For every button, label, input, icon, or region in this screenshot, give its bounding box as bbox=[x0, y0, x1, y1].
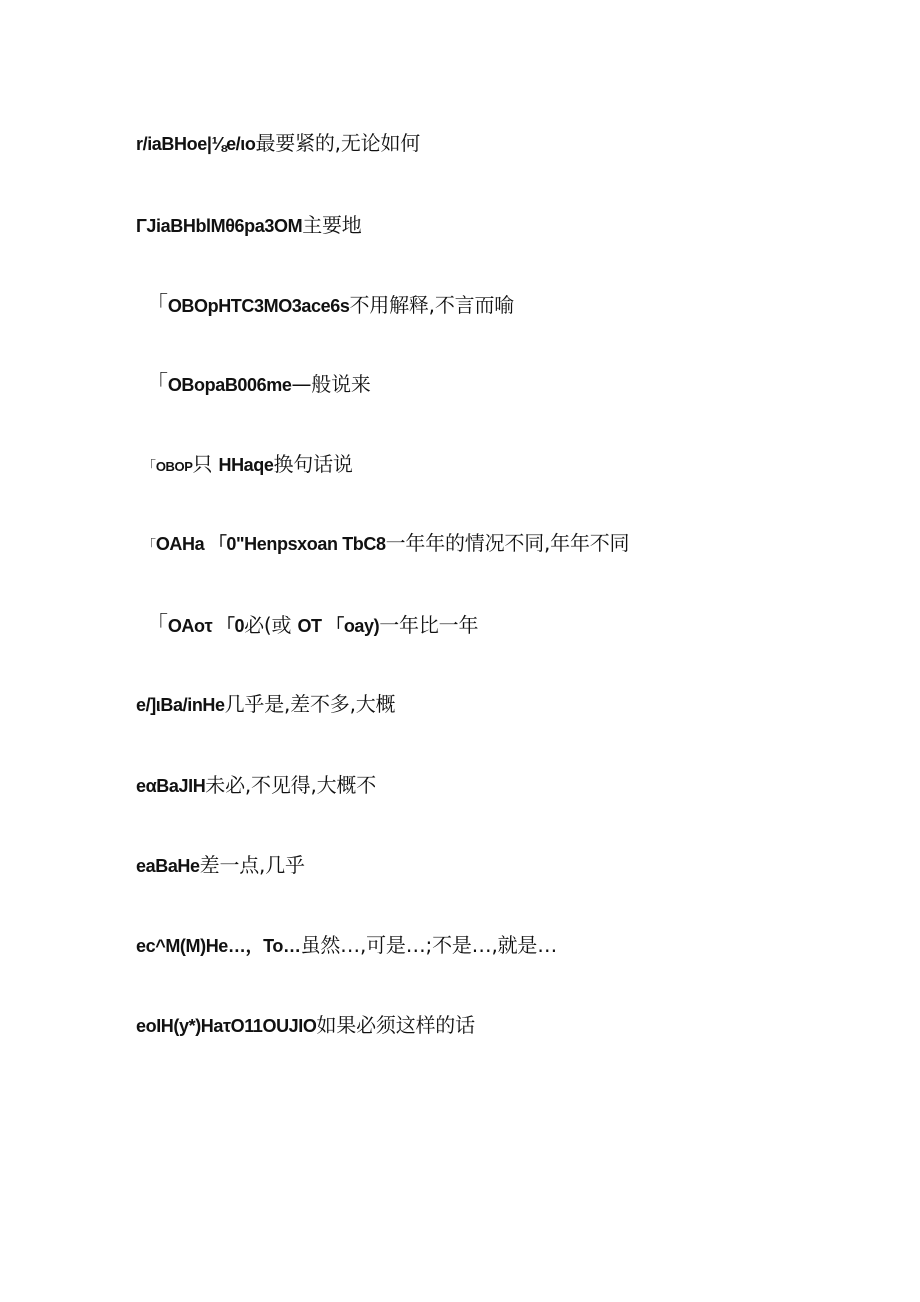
russian-phrase: eaBaHe bbox=[136, 856, 200, 876]
phrase-entry-4 bbox=[146, 371, 371, 398]
phrase-entry-2 bbox=[136, 212, 362, 239]
chinese-gloss: 未必,不见得,大概不 bbox=[205, 773, 377, 797]
bracket-mark: 「 bbox=[146, 613, 168, 638]
phrase-entry-5 bbox=[142, 451, 353, 480]
chinese-gloss: 不用解释,不言而喻 bbox=[349, 293, 515, 317]
phrase-entry-12 bbox=[136, 1012, 475, 1039]
russian-phrase: OAHa 「0"Henpsxoan TbC8 bbox=[155, 534, 386, 554]
phrase-entry-8 bbox=[136, 691, 395, 718]
russian-phrase: OBopaB006me bbox=[167, 375, 292, 395]
russian-phrase: OBOP bbox=[155, 459, 193, 474]
chinese-gloss: 几乎是,差不多,大概 bbox=[224, 692, 396, 716]
chinese-gloss: 只 bbox=[192, 452, 213, 476]
chinese-gloss: —般说来 bbox=[291, 372, 371, 396]
phrase-entry-6 bbox=[142, 530, 629, 559]
chinese-gloss-secondary: 换句话说 bbox=[273, 452, 353, 476]
phrase-entry-9 bbox=[136, 772, 376, 799]
russian-phrase: r/iaBHoe|⅛e/ιo bbox=[136, 134, 256, 154]
russian-phrase: e/]ιBa/inHe bbox=[136, 695, 225, 715]
chinese-gloss: 如果必须这样的话 bbox=[316, 1013, 475, 1037]
russian-phrase-secondary: HHaqe bbox=[218, 455, 274, 475]
bracket-mark: 「 bbox=[142, 459, 156, 475]
phrase-entry-11 bbox=[136, 932, 557, 959]
bracket-mark: 「 bbox=[146, 293, 168, 318]
chinese-gloss: 一年年的情况不同,年年不同 bbox=[385, 531, 630, 555]
chinese-gloss: 主要地 bbox=[302, 213, 362, 237]
chinese-gloss: 差一点,几乎 bbox=[199, 853, 305, 877]
russian-phrase-secondary: OT 「oay) bbox=[297, 616, 380, 636]
russian-phrase: ec^M(M)He…，To… bbox=[136, 936, 301, 956]
russian-phrase: ΓJiaBHblMθ6pa3OM bbox=[136, 216, 303, 236]
phrase-entry-3 bbox=[146, 292, 514, 319]
chinese-gloss: 必(或 bbox=[244, 613, 292, 637]
russian-phrase: OAoτ 「0 bbox=[167, 616, 245, 636]
bracket-mark: 「 bbox=[146, 372, 168, 397]
chinese-gloss-secondary: 一年比一年 bbox=[379, 613, 479, 637]
bracket-mark: 「 bbox=[142, 538, 156, 554]
phrase-entry-7 bbox=[146, 612, 478, 639]
russian-phrase: eoIH(y*)HaτO11OUJIO bbox=[136, 1016, 317, 1036]
chinese-gloss: 虽然…,可是…;不是…,就是… bbox=[300, 933, 558, 957]
phrase-entry-10 bbox=[136, 852, 305, 879]
russian-phrase: eαBaJIH bbox=[136, 776, 206, 796]
phrase-entry-1 bbox=[136, 130, 420, 157]
russian-phrase: OBOpHTC3MO3ace6s bbox=[167, 296, 350, 316]
chinese-gloss: 最要紧的,无论如何 bbox=[255, 131, 421, 155]
